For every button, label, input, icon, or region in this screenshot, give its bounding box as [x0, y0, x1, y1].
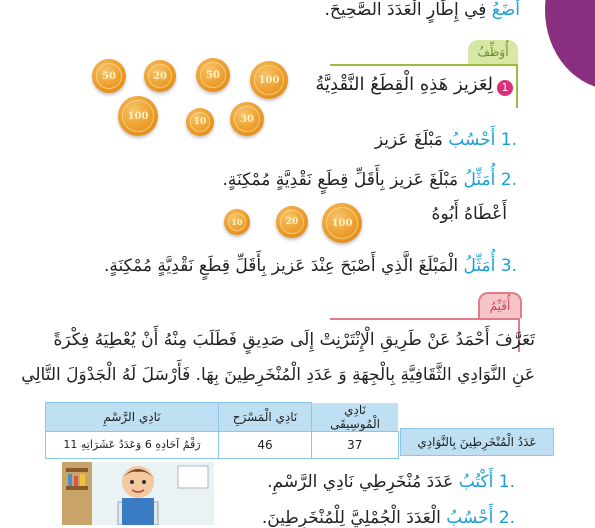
table-header-music: نَادِي الْمُوسِيقَى	[312, 403, 399, 432]
table-row-label: عَدَدُ الْمُنْخَرِطِينَ بِالنَّوَادِي	[400, 428, 554, 456]
section-divider	[330, 64, 518, 66]
section-divider	[330, 318, 520, 320]
decorative-corner	[545, 0, 595, 90]
coin-50: 50	[196, 58, 230, 92]
problem2-question-2: .2 أَحْسُبُ الْعَدَدَ الْجُمْلِيَّ لِلْمُنْخَرِطِينَ.	[261, 508, 515, 528]
table-header-theatre: نَادِي الْمَسْرَحِ	[219, 403, 312, 432]
problem2-line1: تَعَرَّفَ أَحْمَدُ عَنْ طَرِيقِ الْإِنْتَرْنِتْ إِلَى صَدِيقٍ فَطَلَبَ مِنْهُ أَنْ يُعْطِيَهُ فِكْرَةً	[53, 330, 535, 350]
coin-30: 30	[230, 102, 264, 136]
question-2: .2 أُمَثِّلُ مَبْلَغَ عَزيز بِأَقَلِّ قِطَعٍ نَقْدِيَّةٍ مُمْكِنَةٍ.	[222, 170, 517, 190]
question-1: .1 أَحْسُبُ مَبْلَغَ عَزيز	[374, 130, 517, 150]
apply-tag: أُوَظِّفُ	[468, 40, 518, 64]
problem2-line2: عَنِ النَّوَادِي الثَّقَافِيَّةِ بِالْجِهَةِ وَ عَدَدِ الْمُنْخَرِطِينَ بِهَا. فَأَرْسَلَ لَهُ الْجَدْوَلَ التَّالِي	[21, 365, 535, 385]
table-cell-music: 37	[312, 431, 399, 458]
section-divider-vertical	[516, 64, 518, 108]
table-cell-drawing: رَقْمُ آحَادِهِ 6 وَعَدَدُ عَشَرَاتِهِ 11	[46, 431, 219, 458]
problem-number-badge: 1	[497, 80, 513, 96]
gift-text: أَعْطَاهُ أَبُوهُ	[431, 204, 507, 224]
coin-100: 100	[118, 96, 158, 136]
clubs-table	[45, 402, 399, 459]
coin-10: 10	[224, 209, 250, 235]
coin-10: 10	[186, 108, 214, 136]
boy-computer-illustration	[62, 462, 214, 525]
evaluate-tag: أُقَيِّمُ	[478, 292, 522, 318]
coin-20: 20	[144, 60, 176, 92]
coin-100: 100	[250, 61, 288, 99]
coin-100: 100	[322, 203, 362, 243]
coin-20: 20	[276, 206, 308, 238]
question-3: .3 أُمَثِّلُ الْمَبْلَغَ الَّذِي أَصْبَحَ عِنْدَ عَزيز بِأَقَلِّ قِطَعٍ نَقْدِيَّةٍ مُمْكِنَةٍ.	[104, 256, 517, 276]
table-header-drawing: نَادِي الرَّسْمِ	[46, 403, 219, 432]
problem2-question-1: .1 أَكْتُبُ عَدَدَ مُنْخَرِطِي نَادِي الرَّسْمِ.	[267, 472, 515, 492]
table-cell-theatre: 46	[219, 431, 312, 458]
coin-50: 50	[92, 59, 126, 93]
problem1-title: لِعَزيز هَذِهِ الْقِطَعُ النَّقْدِيَّةُ	[315, 74, 493, 95]
instruction-text: فِي إِطَارٍ الْعَدَدَ الصَّحِيحَ.	[324, 0, 487, 20]
instruction-verb: أَضَعُ	[491, 0, 520, 20]
instruction-line	[325, 0, 521, 20]
